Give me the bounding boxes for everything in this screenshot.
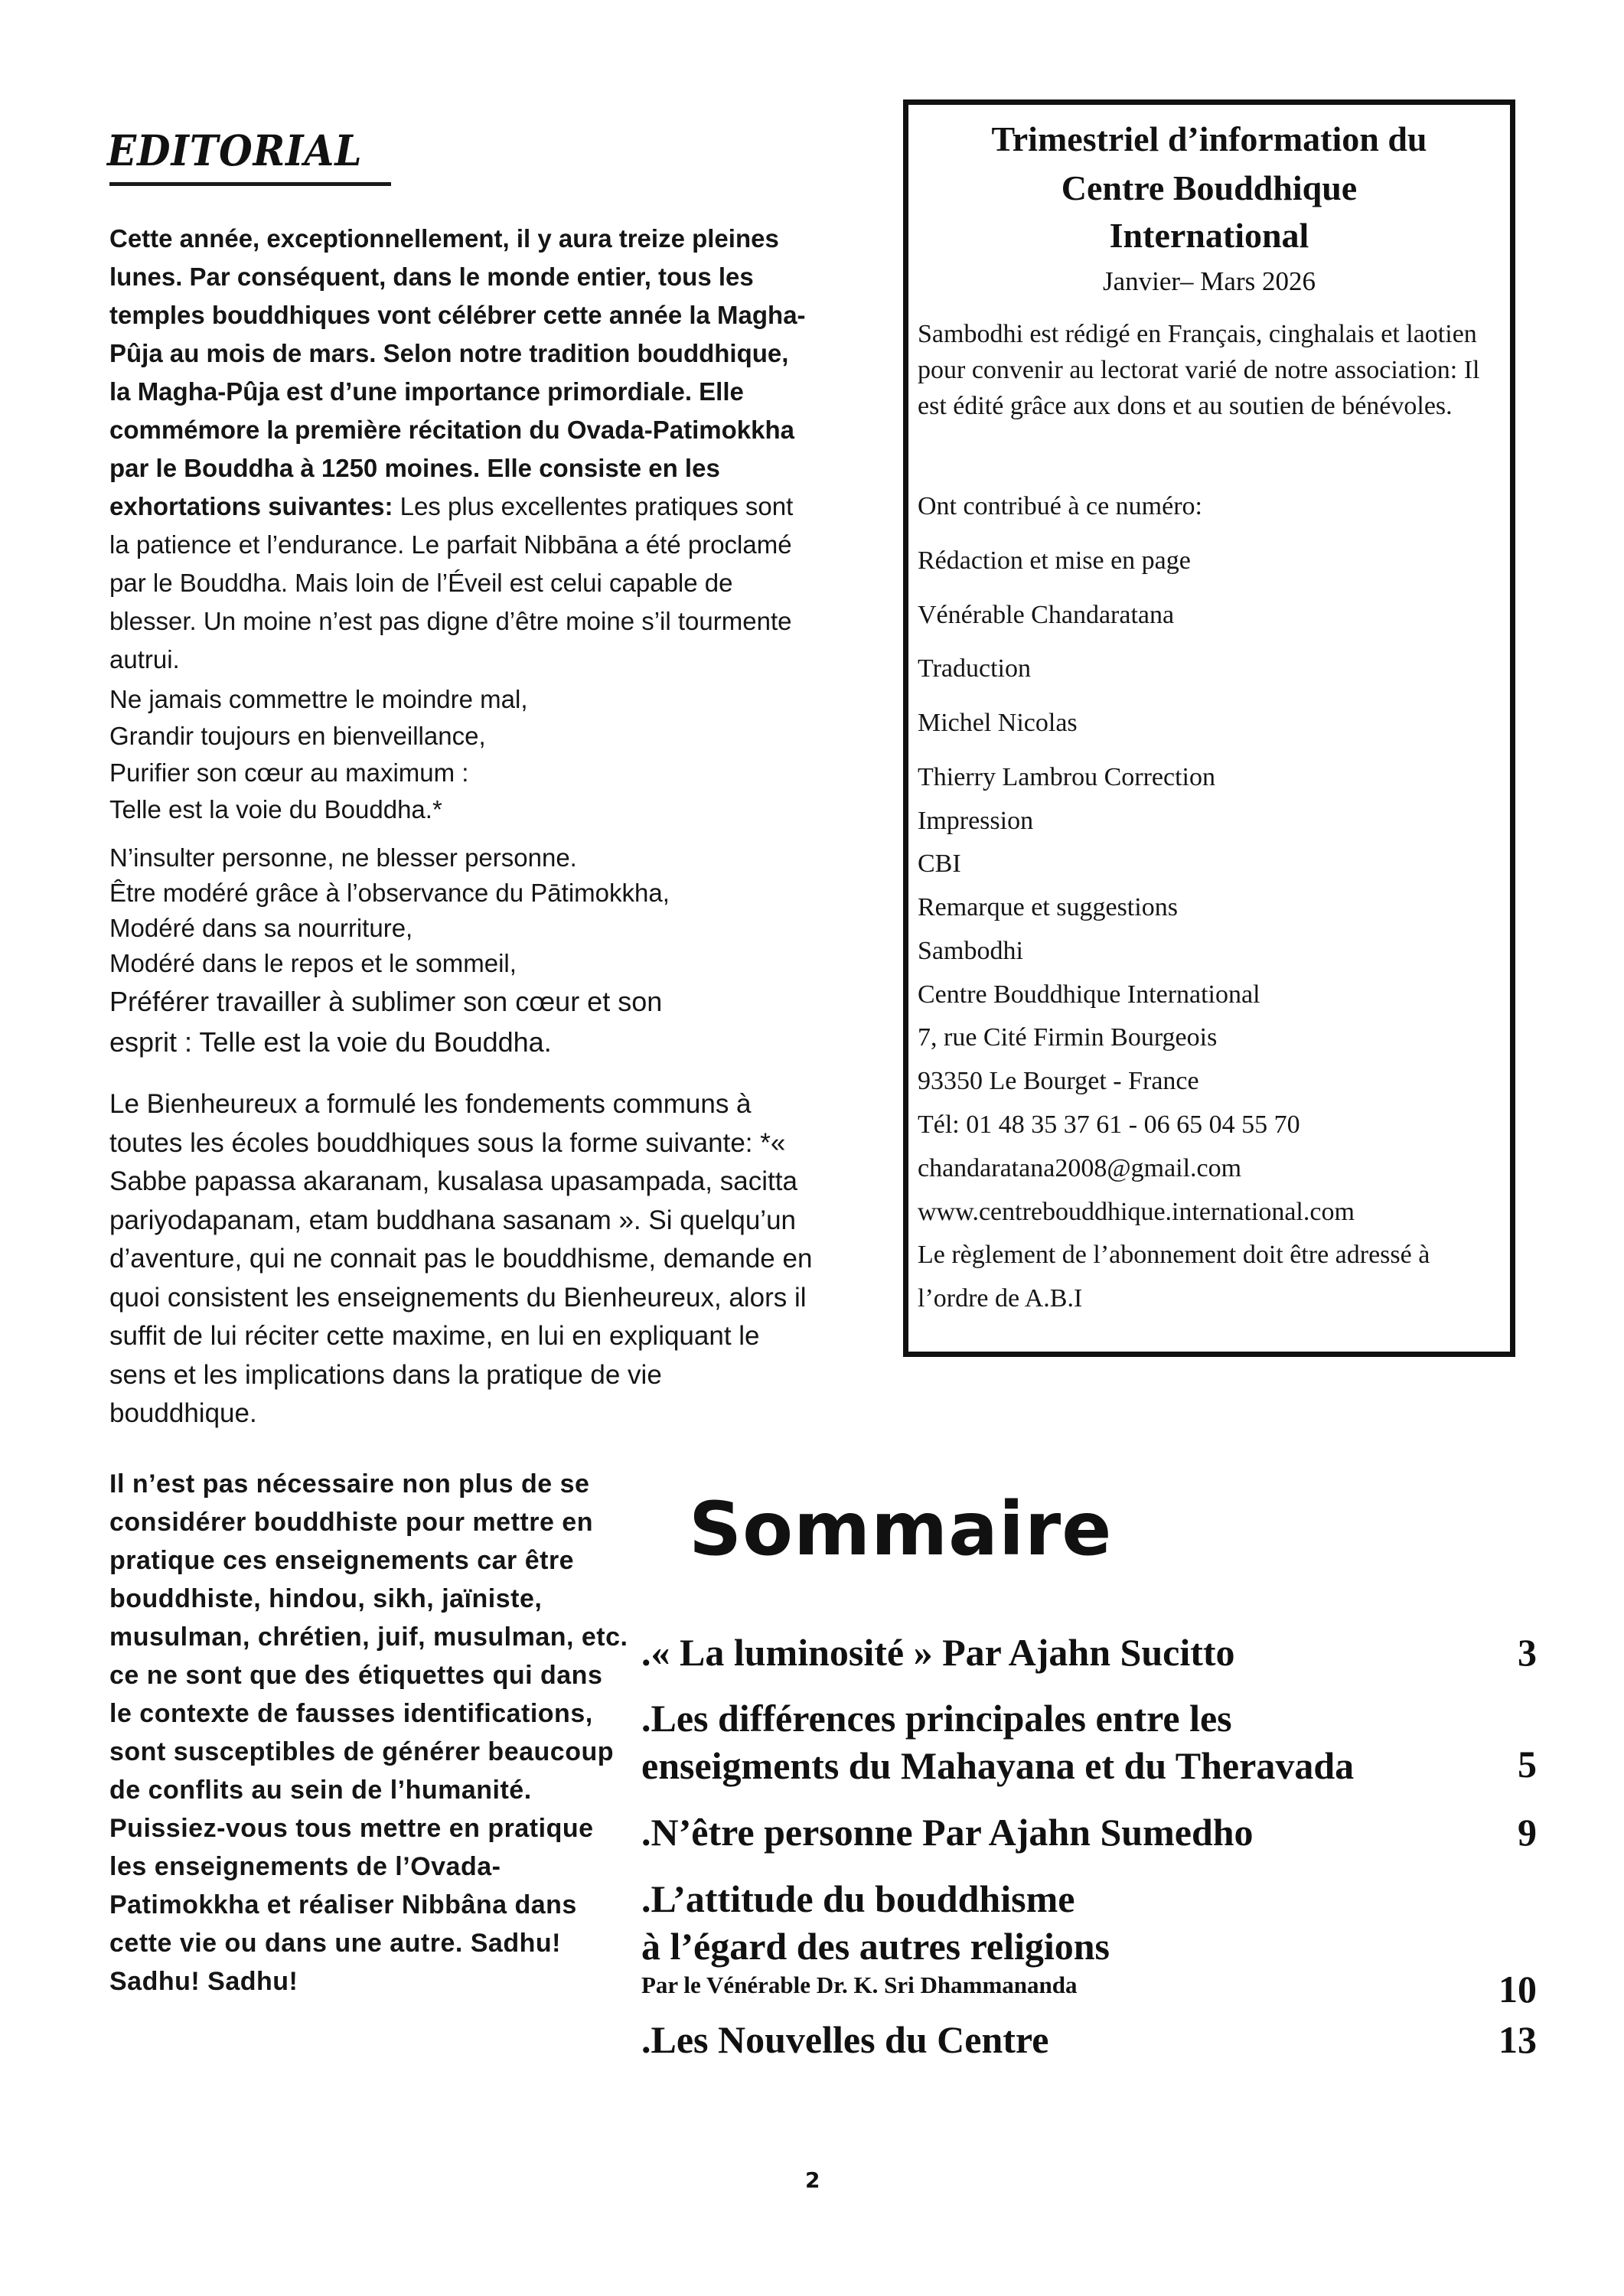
toc-entry[interactable] (641, 2016, 1537, 2063)
verse-line: N’insulter personne, ne blesser personne. (109, 843, 577, 872)
box-title-line: International (1109, 216, 1309, 255)
box-website-link[interactable]: www.centrebouddhique.international.com (918, 1198, 1355, 1226)
paragraph-text: Il n’est pas nécessaire non plus de se considérer bouddhiste pour mettre en pratique ces enseignements car être bouddhiste, hindou, sikh, jaïniste, musulman, chrétien, juif, musulman, etc. ce ne sont que des étiquettes qui dans le contexte de fausses identifications, sont susceptibles de générer beaucoup de conflits au sein de l’humanité. Puissiez-vous tous mettre en pratique les enseignements de l’Ovada-Patimokkha et réaliser Nibbâna dans cette vie ou dans une autre. Sadhu! Sadhu! Sadhu! (109, 1469, 628, 1996)
toc-entry-title-cont: enseigments du Mahayana et du Theravada (641, 1744, 1355, 1787)
toc-entry[interactable] (641, 1629, 1537, 1676)
toc-entry-page: 5 (1518, 1743, 1537, 1786)
box-line: Vénérable Chandaratana (918, 601, 1175, 629)
editorial-paragraph-closing (109, 1465, 630, 2001)
box-line: Le règlement de l’abonnement doit être adressé à (918, 1241, 1430, 1269)
toc-entry[interactable] (641, 1875, 1537, 2011)
verse-line: Modéré dans sa nourriture, (109, 914, 413, 942)
page-number: 2 (805, 2167, 820, 2193)
box-email-link[interactable]: chandaratana2008@gmail.com (918, 1154, 1242, 1182)
toc-entry-page: 10 (1498, 1968, 1537, 2011)
verse-2 (109, 840, 814, 1062)
box-intro: Sambodhi est rédigé en Français, cinghalais et laotien pour convenir au lectorat varié de notre association: Il est édité grâce aux dons et au soutien de bénévoles. (918, 320, 1480, 420)
editorial-paragraph-intro (109, 220, 814, 679)
verse-line: Grandir toujours en bienveillance, (109, 722, 486, 750)
toc-entry-title-cont: à l’égard des autres religions (641, 1925, 1110, 1968)
box-address-city: 93350 Le Bourget - France (918, 1067, 1199, 1095)
toc-entry-title: .N’être personne Par Ajahn Sumedho (641, 1811, 1254, 1854)
box-line: Ont contribué à ce numéro: (918, 492, 1202, 520)
toc-entry-page: 13 (1498, 2018, 1537, 2061)
box-title-line: Centre Bouddhique (1061, 168, 1358, 207)
publication-info-box (903, 99, 1515, 1357)
toc-entry-title: .L’attitude du bouddhisme (641, 1877, 1075, 1920)
verse-line: Préférer travailler à sublimer son cœur et son esprit : Telle est la voie du Bouddha. (109, 986, 663, 1058)
box-address-street: 7, rue Cité Firmin Bourgeois (918, 1023, 1218, 1052)
sommaire-title: Sommaire (689, 1486, 1113, 1572)
verse-line: Modéré dans le repos et le sommeil, (109, 949, 517, 977)
box-line: CBI (918, 850, 961, 878)
box-line: Centre Bouddhique International (918, 980, 1260, 1009)
box-line: Remarque et suggestions (918, 893, 1178, 921)
toc-entry[interactable] (641, 1808, 1537, 1856)
issue-date: Janvier– Mars 2026 (1102, 266, 1316, 296)
verse-1 (109, 681, 814, 828)
box-line: Traduction (918, 654, 1031, 683)
toc-entry-title: .« La luminosité » Par Ajahn Sucitto (641, 1631, 1235, 1674)
box-line: Thierry Lambrou Correction (918, 763, 1215, 791)
toc-entry-page: 9 (1518, 1811, 1537, 1854)
verse-line: Purifier son cœur au maximum : (109, 758, 469, 787)
box-line: Sambodhi (918, 937, 1023, 965)
box-line: Rédaction et mise en page (918, 546, 1191, 575)
toc-entry-author: Par le Vénérable Dr. K. Sri Dhammananda (641, 1971, 1078, 1998)
verse-line: Être modéré grâce à l’observance du Pātimokkha, (109, 879, 670, 907)
toc-entry-page: 3 (1518, 1631, 1537, 1674)
editorial-title: EDITORIAL (107, 126, 363, 176)
verse-line: Telle est la voie du Bouddha.* (109, 795, 442, 823)
verse-line: Ne jamais commettre le moindre mal, (109, 685, 528, 713)
box-phone: Tél: 01 48 35 37 61 - 06 65 04 55 70 (918, 1110, 1300, 1139)
box-line: Michel Nicolas (918, 709, 1078, 737)
editorial-underline (109, 182, 391, 186)
toc-entry[interactable] (641, 1694, 1537, 1789)
toc-entry-title: .Les différences principales entre les (641, 1697, 1232, 1740)
box-line: Impression (918, 807, 1034, 835)
box-title-line: Trimestriel d’information du (991, 119, 1427, 158)
intro-regular-text: Les plus excellentes pratiques sont la patience et l’endurance. Le parfait Nibbāna a été proclamé par le Bouddha. Mais loin de l’Éveil est celui capable de blesser. Un moine n’est pas digne d’être moine s’il tourmente autrui. (109, 492, 794, 673)
paragraph-text: Le Bienheureux a formulé les fondements communs à toutes les écoles bouddhiques sous la forme suivante: *« Sabbe papassa akaranam, kusalasa upasampada, sacitta pariyodapanam, etam buddhana sasanam ». Si quelqu’un d’aventure, qui ne connait pas le bouddhisme, demande en quoi consistent les enseignements du Bienheureux, alors il suffit de lui réciter cette maxime, en lui en expliquant le sens et les implications dans la pratique de vie bouddhique. (109, 1089, 813, 1428)
toc-entry-title: .Les Nouvelles du Centre (641, 2018, 1049, 2061)
intro-bold-text: Cette année, exceptionnellement, il y aura treize pleines lunes. Par conséquent, dans le monde entier, tous les temples bouddhiques vont célébrer cette année la Magha-Pûja au mois de mars. Selon notre tradition bouddhique, la Magha-Pûja est d’une importance primordiale. Elle commémore la première récitation du Ovada-Patimokkha par le Bouddha à 1250 moines. Elle consiste en les exhortations suivantes: (109, 224, 806, 520)
box-line: l’ordre de A.B.I (918, 1284, 1083, 1313)
editorial-paragraph-maxim (109, 1085, 814, 1433)
